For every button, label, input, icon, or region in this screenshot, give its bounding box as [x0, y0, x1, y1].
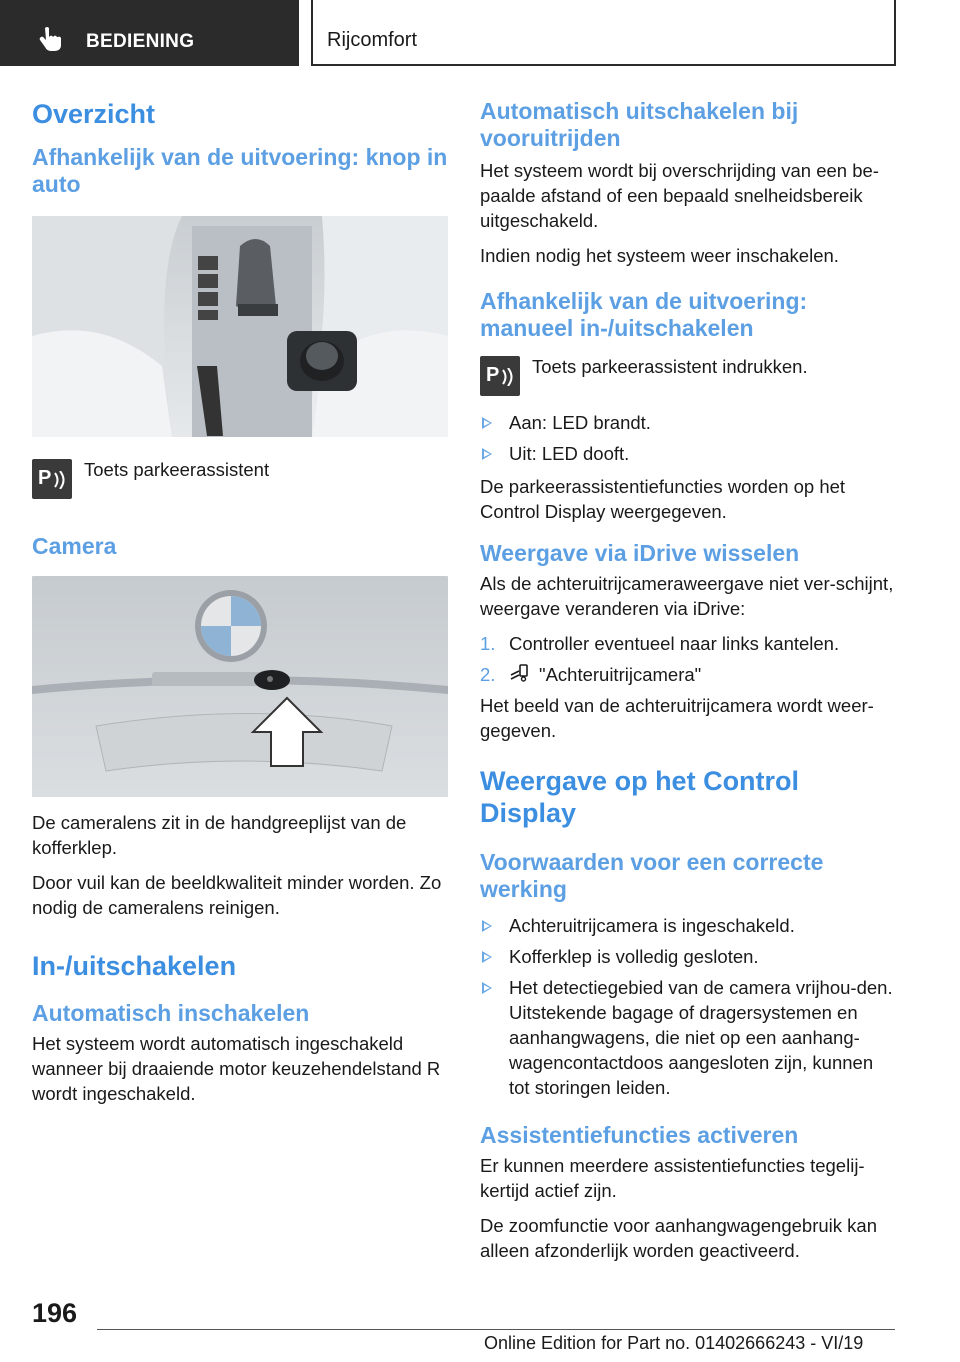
heading-voorwaarden: Voorwaarden voor een correcte werking	[480, 849, 824, 902]
edition-text: Online Edition for Part no. 01402666243 - VI/19	[484, 1333, 864, 1353]
list-item: Het detectiegebied van de camera vrijhou-den. Uitstekende bagage of dragersystemen en aanhangwagens, die niet op een aanhang-wagencontactdoos aangesloten zijn, kunnen tot storingen leiden.	[480, 975, 896, 1100]
footer-divider	[97, 1329, 895, 1330]
list-item: Uit: LED dooft.	[480, 441, 896, 466]
paragraph-beeld: Het beeld van de achteruitrijcamera wordt weer-gegeven.	[480, 695, 874, 741]
paragraph-display: De parkeerassistentiefuncties worden op het Control Display weergegeven.	[480, 476, 846, 522]
button-press-row	[480, 356, 896, 396]
heading-idrive: Weergave via iDrive wisselen	[480, 540, 800, 566]
camera-photo	[32, 576, 448, 797]
heading-inuit: In-/uitschakelen	[32, 951, 237, 981]
left-column	[32, 98, 448, 1106]
right-column	[480, 98, 896, 1263]
hand-pointer-icon	[36, 24, 66, 54]
list-item: Achteruitrijcamera is ingeschakeld.	[480, 913, 896, 938]
chapter-box	[311, 0, 896, 66]
heading-assist: Assistentiefuncties activeren	[480, 1122, 799, 1148]
button-caption-row	[32, 459, 448, 499]
paragraph-auto-uit: Het systeem wordt bij overschrijding van een be-paalde afstand of een bepaald snelheidsbereik uitgeschakeld.	[480, 160, 879, 231]
list-item: Kofferklep is volledig gesloten.	[480, 944, 896, 969]
list-item: 1. Controller eventueel naar links kantelen.	[480, 633, 840, 654]
paragraph-indien: Indien nodig het systeem weer inschakelen.	[480, 245, 839, 266]
list-item: Aan: LED brandt.	[480, 410, 896, 435]
triangle-bullet-icon	[482, 951, 492, 963]
page-number: 196	[32, 1298, 78, 1328]
paragraph-vuil: Door vuil kan de beeldkwaliteit minder worden. Zo nodig de cameralens reinigen.	[32, 872, 442, 918]
triangle-bullet-icon	[482, 417, 492, 429]
parking-assistant-icon: P	[32, 459, 72, 499]
paragraph-auto-in: Het systeem wordt automatisch ingeschakeld wanneer bij draaiende motor keuzehendelstand R wordt ingeschakeld.	[32, 1033, 441, 1104]
section-label: BEDIENING	[86, 31, 195, 52]
parking-assistant-icon: P	[480, 356, 520, 396]
paragraph-zoom: De zoomfunctie voor aanhangwagengebruik kan alleen afzonderlijk worden geactiveerd.	[480, 1215, 877, 1261]
idrive-steps	[480, 631, 896, 687]
heading-camera: Camera	[32, 533, 117, 559]
heading-control-display: Weergave op het Control Display	[480, 766, 800, 828]
triangle-bullet-icon	[482, 448, 492, 460]
section-tab	[0, 0, 299, 66]
triangle-bullet-icon	[482, 982, 492, 994]
button-press-text: Toets parkeerassistent indrukken.	[532, 356, 808, 377]
list-item: 2. "Achteruitrijcamera"	[480, 664, 702, 685]
paragraph-assist: Er kunnen meerdere assistentiefuncties tegelij-kertijd actief zijn.	[480, 1155, 865, 1201]
heading-overzicht: Overzicht	[32, 99, 156, 129]
page-footer	[0, 1290, 960, 1362]
triangle-bullet-icon	[482, 920, 492, 932]
led-list	[480, 410, 896, 466]
conditions-list	[480, 913, 896, 1100]
heading-manueel: Afhankelijk van de uitvoering: manueel in-/uitschakelen	[480, 288, 808, 341]
rear-camera-icon	[509, 663, 531, 683]
paragraph-idrive: Als de achteruitrijcameraweergave niet ver-schijnt, weergave veranderen via iDrive:	[480, 573, 894, 619]
heading-auto-uit: Automatisch uitschakelen bij vooruitrijden	[480, 98, 799, 151]
paragraph-lens: De cameralens zit in de handgreeplijst van de kofferklep.	[32, 812, 407, 858]
console-photo	[32, 216, 448, 437]
page-header	[0, 0, 960, 66]
heading-auto-in: Automatisch inschakelen	[32, 1000, 310, 1026]
chapter-label: Rijcomfort	[327, 29, 418, 51]
heading-knop: Afhankelijk van de uitvoering: knop in auto	[32, 144, 448, 197]
button-caption: Toets parkeerassistent	[84, 459, 270, 480]
